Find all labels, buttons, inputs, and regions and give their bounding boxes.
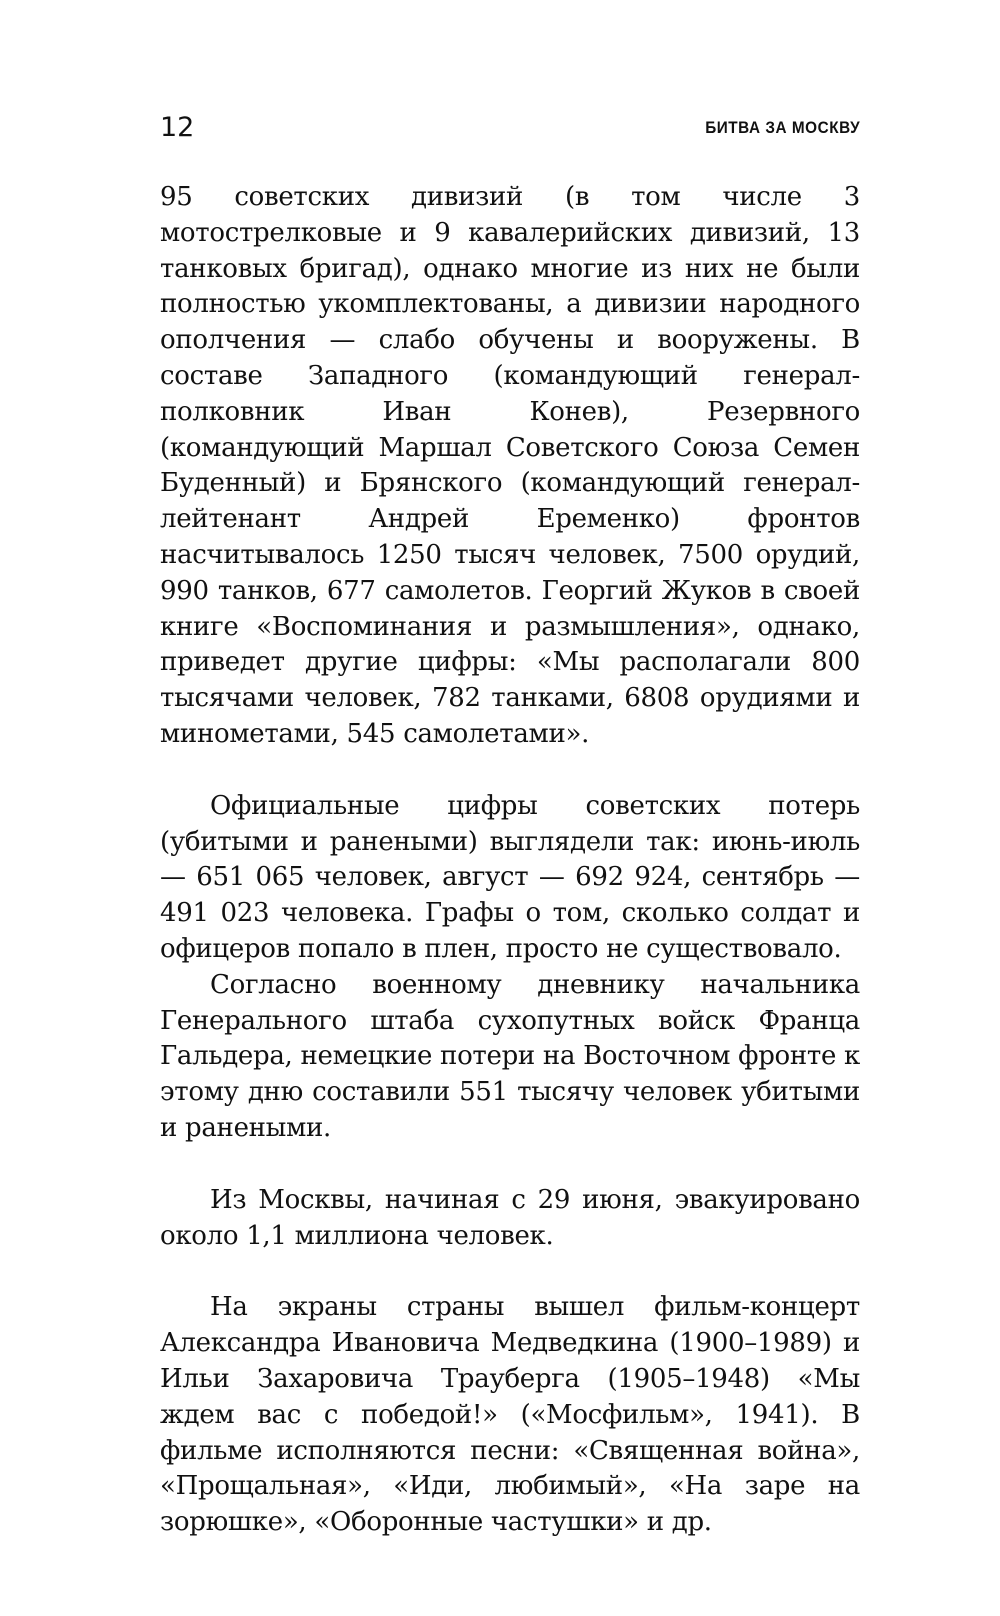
section-gap <box>160 1147 860 1183</box>
section-gap <box>160 1254 860 1290</box>
paragraph-evacuation: Из Москвы, начиная с 29 июня, эвакуировано около 1,1 миллиона человек. <box>160 1184 860 1251</box>
page-header <box>160 108 860 148</box>
page-body <box>160 180 860 1541</box>
section-gap <box>160 753 860 789</box>
paragraph-german-losses: Согласно военному дневнику начальника Генерального штаба сухопутных войск Франца Гальдера, немецкие потери на Восточном фронте к этому дню составили 551 тысячу человек убитыми и ранеными. <box>160 969 860 1143</box>
paragraph-soviet-losses: Официальные цифры советских потерь (убитыми и ранеными) выглядели так: июнь-июль — 651 065 человек, август — 692 924, сентябрь — 491 023 человека. Графы о том, сколько солдат и офицеров попало в плен, просто не существовало. <box>160 790 860 964</box>
paragraph-forces: 95 советских дивизий (в том числе 3 мотострелковые и 9 кавалерийских дивизий, 13 танковых бригад), однако многие из них не были полностью укомплектованы, а дивизии народного ополчения — слабо обучены и вооружены. В составе Западного (командующий генерал-полковник Иван Конев), Резервного (командующий Маршал Советского Союза Семен Буденный) и Брянского (командующий генерал-лейтенант Андрей Еременко) фронтов насчитывалось 1250 тысяч человек, 7500 орудий, 990 танков, 677 самолетов. Георгий Жуков в своей книге «Воспоминания и размышления», однако, приведет другие цифры: «Мы располагали 800 тысячами человек, 782 танками, 6808 орудиями и минометами, 545 самолетами». <box>160 182 860 749</box>
paragraph-film: На экраны страны вышел фильм-концерт Александра Ивановича Медведкина (1900–1989) и Ильи Захаровича Трауберга (1905–1948) «Мы ждем вас с победой!» («Мосфильм», 1941). В фильме исполняются песни: «Священная война», «Прощальная», «Иди, любимый», «На заре на зорюшке», «Оборонные частушки» и др. <box>160 1292 860 1538</box>
running-title: БИТВА ЗА МОСКВУ <box>705 118 860 137</box>
page-number: 12 <box>160 112 195 143</box>
